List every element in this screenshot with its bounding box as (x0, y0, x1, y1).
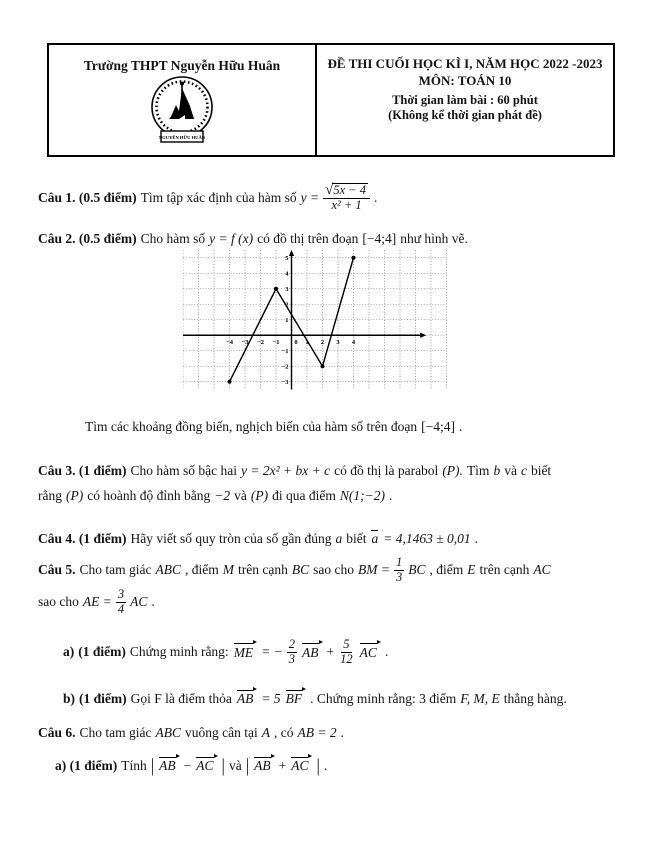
q5-point-M: M (222, 562, 234, 577)
q5a-text: Chứng minh rằng: (129, 644, 229, 659)
svg-text:−2: −2 (281, 363, 289, 371)
q5b-points-FME: F, M, E (460, 690, 500, 706)
q5b-text-1: Gọi F là điểm thỏa (130, 690, 232, 706)
question-6-label: Câu 6. (38, 725, 76, 740)
exam-duration: Thời gian làm bài : 60 phút (392, 93, 538, 107)
svg-text:4: 4 (351, 338, 356, 346)
school-logo-seal-icon (149, 75, 215, 151)
question-3 (38, 463, 551, 504)
q5-BC-2: BC (408, 562, 426, 577)
q2-math-1: y = f (x) (209, 231, 254, 246)
vector-AB-3: AB (158, 757, 180, 774)
q5-text-3: trên cạnh (238, 562, 288, 577)
q6-vertex-A: A (261, 725, 270, 740)
q3-text-8: và (234, 488, 247, 503)
q2-text-1: Cho hàm số (140, 231, 206, 246)
abs-bar-close-1: | (221, 755, 225, 776)
q3-text-7: có hoành độ đỉnh bằng (87, 488, 211, 503)
exam-subject: MÔN: TOÁN 10 (418, 73, 512, 88)
svg-text:−4: −4 (226, 338, 233, 346)
q6-period: . (340, 725, 344, 740)
school-logo (149, 75, 215, 155)
svg-text:5: 5 (285, 255, 289, 263)
svg-text:−1: −1 (281, 348, 289, 356)
q3-quadratic: y = 2x² + bx + c (240, 463, 331, 478)
q3-point-N: N(1;−2) (339, 488, 385, 503)
q1-fraction-denominator: x² + 1 (331, 198, 362, 212)
q1-fraction-numerator (323, 183, 370, 199)
abs-bar-open-2: | (245, 755, 250, 776)
q5a-label: a) (63, 644, 75, 659)
q5b-text-3: thẳng hàng. (503, 690, 567, 706)
question-4-label: Câu 4. (1 điểm) (38, 530, 127, 546)
svg-text:−2: −2 (257, 338, 264, 346)
q6a-period: . (323, 757, 328, 773)
q1-fraction (323, 183, 370, 213)
q4-text-1: Hãy viết số quy tròn của số gần đúng (130, 530, 332, 546)
q6-text-2: vuông cân tại (185, 725, 258, 740)
q5-point-E: E (467, 562, 476, 577)
q3-line-1 (38, 463, 551, 479)
exam-title: ĐỀ THI CUỐI HỌC KÌ I, NĂM HỌC 2022 -2023 (327, 56, 603, 71)
q3-text-4: và (504, 463, 517, 478)
q5-side-BC: BC (291, 562, 310, 577)
q6-text-3: , có (273, 725, 294, 740)
q5-fraction-3-4: $\frac{3}{4}$ (117, 587, 125, 616)
q6-triangle-ABC: ABC (155, 725, 181, 740)
q5-text-1: Cho tam giác (79, 562, 152, 577)
q5-period: . (151, 594, 155, 609)
q5a-points: (1 điểm) (78, 644, 126, 659)
q6-AB-eq-2: AB = 2 (297, 725, 337, 740)
q5-text-7: sao cho (38, 594, 79, 609)
q3-parabola-P-2: (P) (66, 488, 84, 503)
svg-text:2: 2 (285, 301, 289, 309)
q5a-fraction-2-3: $\frac{2}{3}$ (288, 637, 296, 666)
question-5a (63, 638, 388, 666)
q6a-plus: + (278, 757, 287, 773)
q2note-text: Tìm các khoảng đồng biến, nghịch biến của hàm số trên đoạn (85, 419, 418, 434)
header-title-cell (317, 45, 613, 155)
q1-equation-lhs: y = (300, 189, 320, 205)
question-5-label: Câu 5. (38, 562, 76, 577)
vector-AC-3: AC (290, 757, 312, 774)
q5b-equals-5: = 5 (261, 690, 281, 706)
q4-period: . (474, 530, 478, 546)
q3-text-6: rằng (38, 488, 62, 503)
svg-text:−3: −3 (281, 379, 289, 387)
question-5 (38, 556, 551, 616)
q5-line-2 (38, 588, 551, 616)
q6a-minus: − (183, 757, 192, 773)
q3-text-3: Tìm (466, 463, 490, 478)
question-1-text: Tìm tập xác định của hàm số (140, 189, 297, 205)
question-3-label: Câu 3. (1 điểm) (38, 463, 127, 478)
question-2-note (85, 419, 462, 435)
svg-text:0: 0 (294, 338, 298, 346)
svg-text:2: 2 (320, 338, 325, 346)
svg-text:1: 1 (305, 338, 309, 346)
q3-text-9: đi qua điểm (272, 488, 336, 503)
svg-text:4: 4 (285, 270, 289, 278)
q3-var-b: b (493, 463, 501, 478)
q5a-fraction-5-12: $\frac{5}{12}$ (340, 637, 353, 666)
sqrt-expression: √ 5x − 4 (325, 182, 367, 198)
question-1-label: Câu 1. (0.5 điểm) (38, 189, 137, 205)
q4-text-2: biết (346, 530, 367, 546)
q4-a-overline: a (371, 531, 379, 546)
vector-AC: AC (359, 644, 381, 661)
q6-text-1: Cho tam giác (79, 725, 152, 740)
vector-AB: AB (301, 644, 323, 661)
q5a-plus: + (326, 644, 335, 659)
q6a-text-2: và (228, 757, 242, 773)
q5b-label: b) (63, 690, 76, 706)
q2note-interval: [−4;4] (421, 419, 456, 434)
question-2-label: Câu 2. (0.5 điểm) (38, 231, 137, 246)
q3-var-c: c (520, 463, 527, 478)
header-school-cell (49, 45, 317, 155)
q3-vertex-x: −2 (214, 488, 231, 503)
abs-bar-close-2: | (316, 755, 320, 776)
q5-fraction-1-3: $\frac{1}{3}$ (395, 555, 403, 584)
q5-BM-eq: BM = (358, 562, 390, 577)
q5b-points: (1 điểm) (79, 690, 127, 706)
q5-text-5: , điểm (429, 562, 464, 577)
q3-text-2: có đồ thị là parabol (334, 463, 439, 478)
svg-text:−1: −1 (272, 338, 280, 346)
q4-value: = 4,1463 ± 0,01 (383, 530, 471, 546)
q3-parabola-P-3: (P) (250, 488, 269, 503)
q5-text-4: sao cho (313, 562, 354, 577)
abs-bar-open-1: | (150, 755, 155, 776)
q5a-equals-minus: = − (261, 644, 283, 659)
q3-text-1: Cho hàm số bậc hai (130, 463, 237, 478)
q5a-period: . (384, 644, 389, 659)
graph-svg (183, 250, 447, 390)
q6a-label: a) (1 điểm) (55, 757, 118, 773)
svg-text:3: 3 (336, 338, 340, 346)
q3-parabola-P: (P). (442, 463, 463, 478)
svg-text:3: 3 (285, 286, 289, 294)
function-graph-figure (183, 250, 447, 394)
radical-sign-icon: √ (325, 182, 334, 198)
svg-text:1: 1 (285, 317, 289, 325)
q5-AC-2: AC (130, 594, 148, 609)
q2-interval: [−4;4] (362, 231, 397, 246)
question-1 (38, 183, 377, 213)
vector-ME: ME (233, 644, 258, 661)
q4-var-a: a (335, 530, 343, 546)
vector-AC-2: AC (195, 757, 217, 774)
q5b-text-2: . Chứng minh rằng: 3 điểm (310, 690, 457, 706)
q5-line-1 (38, 556, 551, 584)
q5-text-2: , điểm (185, 562, 219, 577)
q3-text-5: biết (530, 463, 552, 478)
q3-line-2 (38, 488, 551, 504)
q3-period: . (388, 488, 393, 503)
school-name: Trường THPT Nguyễn Hữu Huân (83, 58, 281, 73)
svg-text:−3: −3 (241, 338, 249, 346)
vector-BF: BF (285, 690, 307, 707)
vector-AB-4: AB (253, 757, 275, 774)
q5-AE-eq: AE = (82, 594, 112, 609)
q6a-text-1: Tính (121, 757, 147, 773)
q1-period: . (374, 189, 378, 205)
q2-text-2: có đồ thị trên đoạn (257, 231, 359, 246)
q5-text-6: trên cạnh (479, 562, 530, 577)
question-6a (55, 757, 327, 774)
q5-side-AC: AC (533, 562, 551, 577)
vector-AB-2: AB (236, 690, 258, 707)
question-5b (63, 690, 567, 707)
q5-triangle-ABC: ABC (155, 562, 181, 577)
question-2 (38, 231, 468, 247)
question-4 (38, 530, 478, 547)
exam-header (47, 43, 615, 157)
question-6 (38, 725, 344, 741)
exam-duration-note: (Không kể thời gian phát đề) (388, 108, 542, 122)
q2note-period: . (459, 419, 463, 434)
q2-text-3: như hình vẽ. (400, 231, 468, 246)
school-logo-banner-text: NGUYỄN HỮU HUÂN (158, 134, 206, 140)
